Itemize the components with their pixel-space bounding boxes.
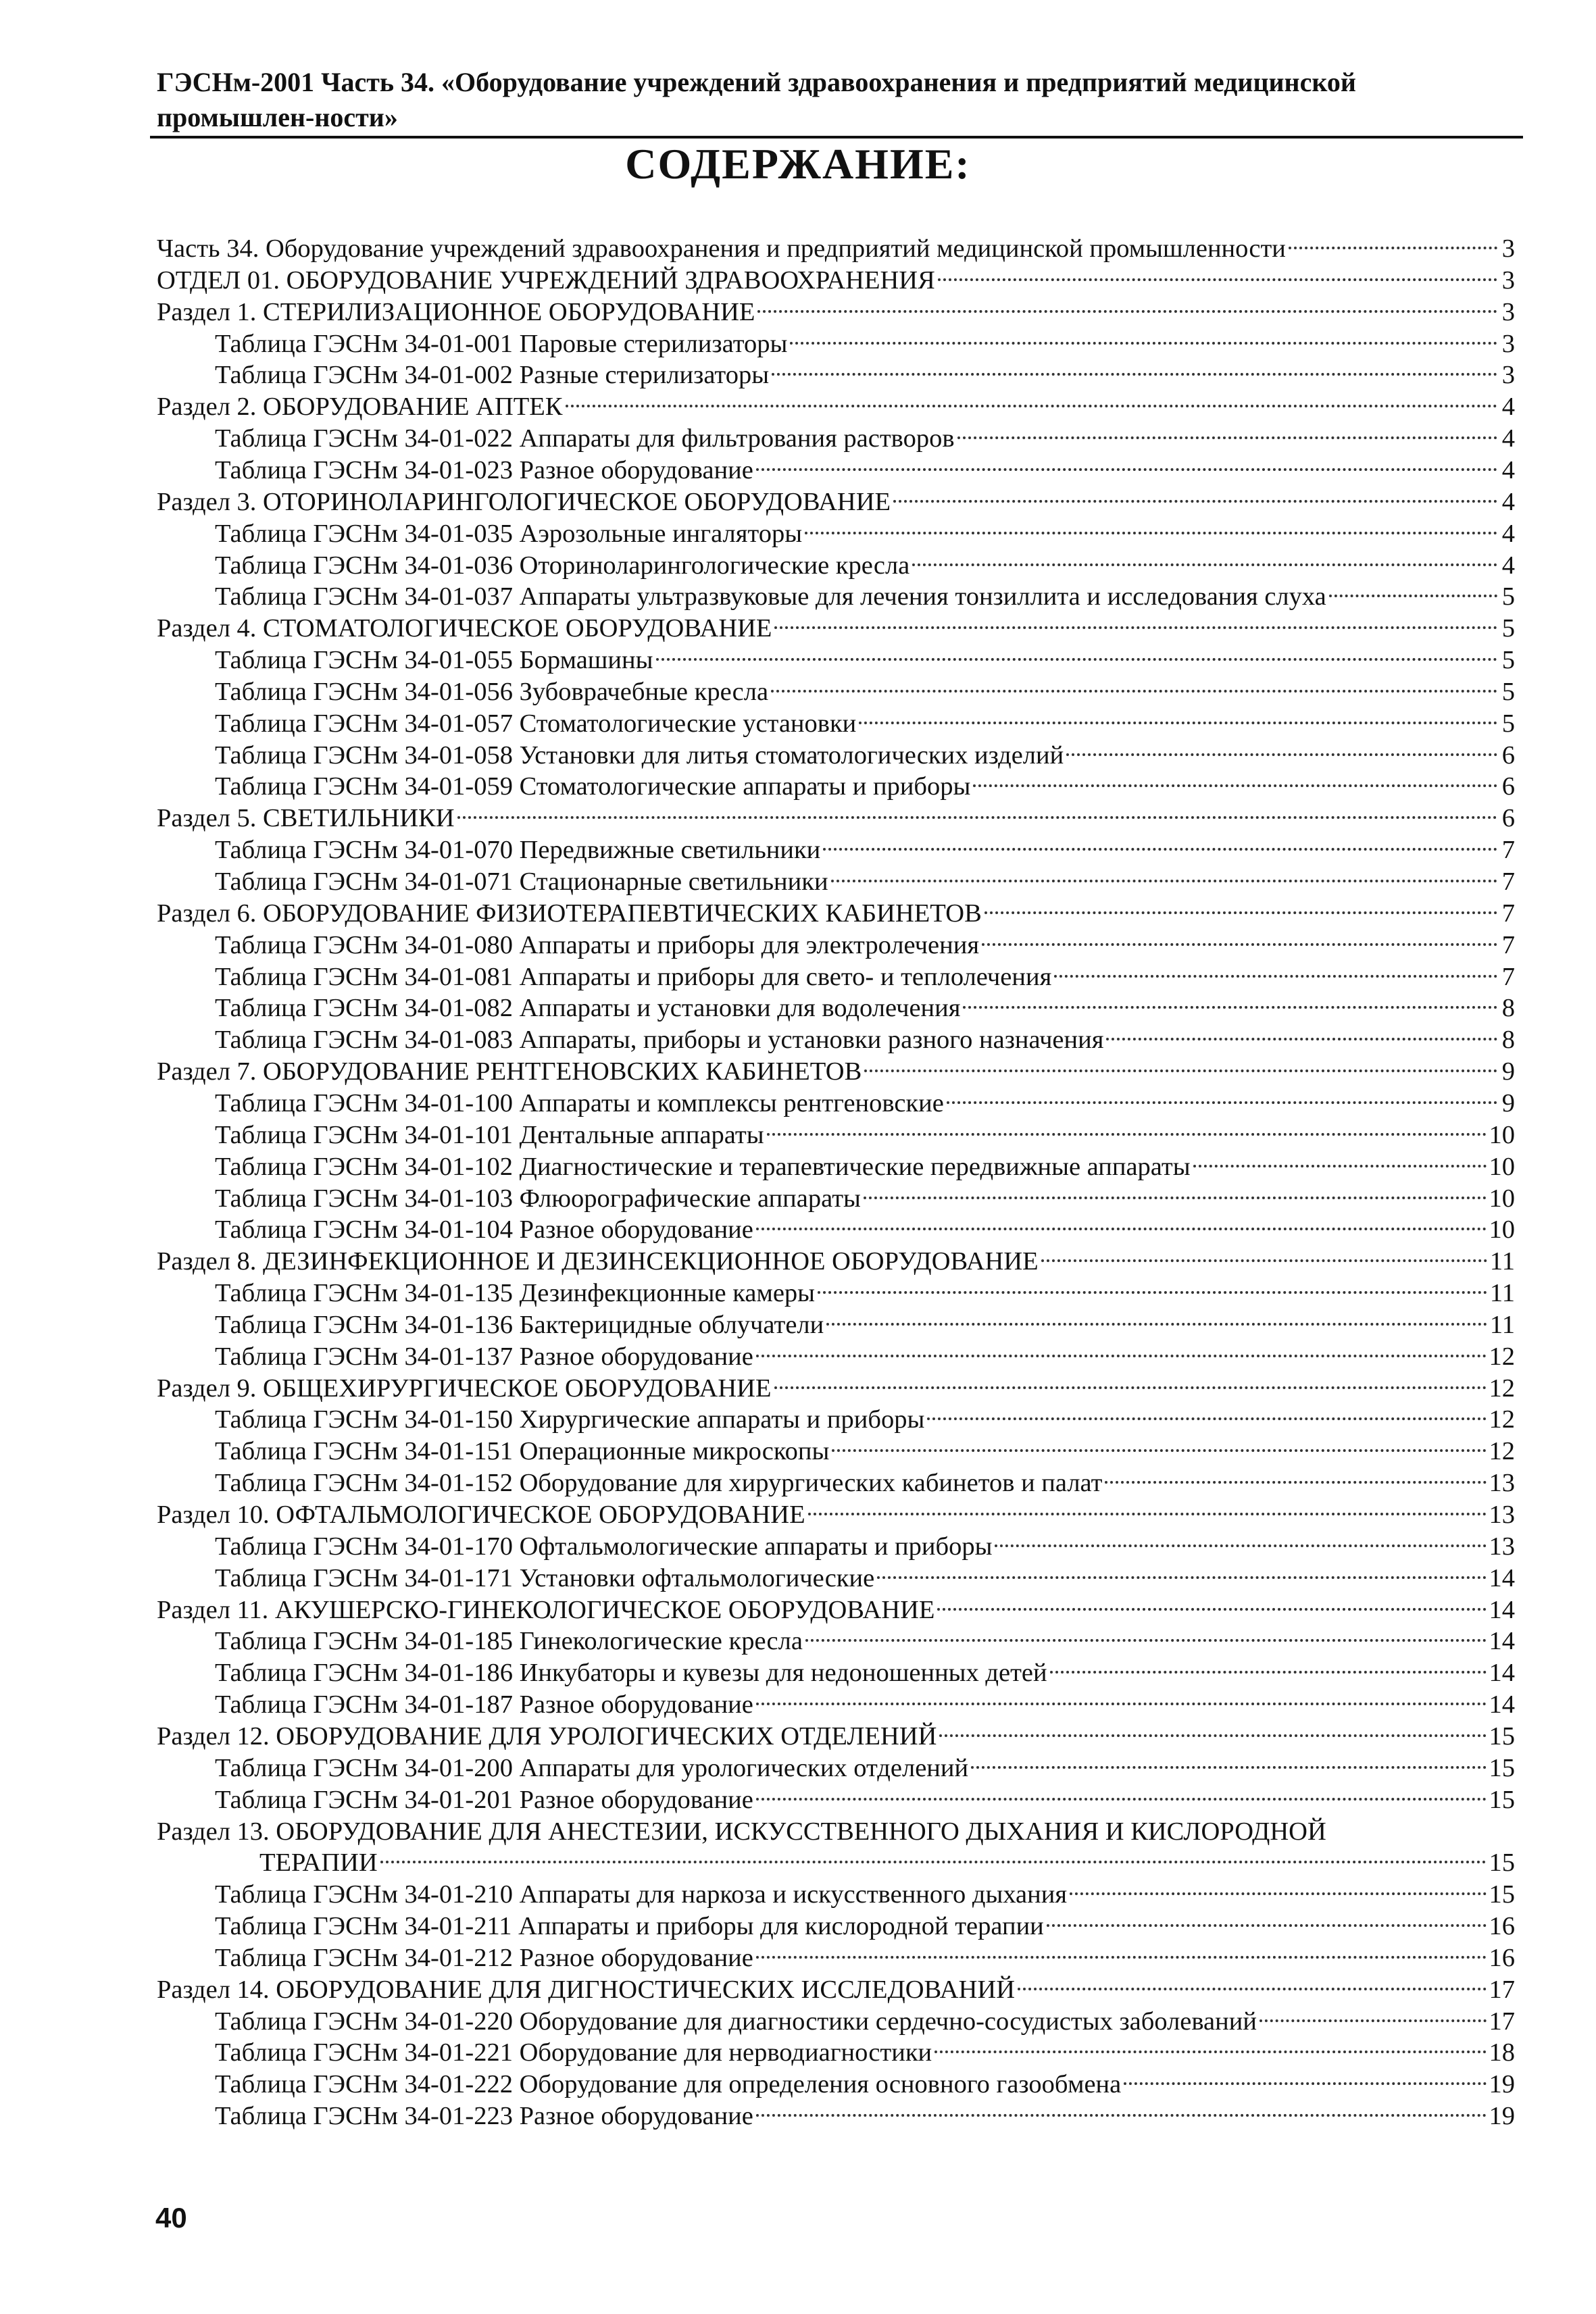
dot-leader [1105, 1459, 1486, 1491]
dot-leader [1106, 1015, 1497, 1048]
dot-leader [380, 1838, 1487, 1871]
toc-section-entry[interactable] [157, 604, 1515, 643]
toc-entry-label: Таблица ГЭСНм 34-01-135 Дезинфекционные камеры [215, 1279, 816, 1308]
toc-entry-label: Таблица ГЭСНм 34-01-212 Разное оборудование [215, 1943, 753, 1972]
dot-leader [947, 1079, 1497, 1111]
toc-entry-page-number: 5 [1501, 646, 1515, 675]
toc-table-entry[interactable] [215, 320, 1515, 358]
dot-leader [893, 478, 1497, 510]
toc-entry-page-number: 7 [1501, 899, 1515, 928]
dot-leader [772, 351, 1497, 383]
toc-table-entry[interactable] [215, 1269, 1515, 1308]
toc-entry-page-number: 10 [1489, 1120, 1515, 1149]
toc-entry-label: Таблица ГЭСНм 34-01-136 Бактерицидные облучатели [215, 1310, 824, 1339]
toc-table-entry[interactable] [215, 1744, 1515, 1782]
dot-leader [1329, 572, 1497, 605]
dot-leader [1070, 1870, 1486, 1903]
toc-entry-page-number: 17 [1489, 1975, 1515, 2004]
dot-leader [756, 1205, 1487, 1238]
toc-entry-label: Таблица ГЭСНм 34-01-101 Дентальные аппараты [215, 1120, 764, 1149]
toc-entry-page-number: 3 [1501, 329, 1515, 358]
toc-entry-label: Раздел 2. ОБОРУДОВАНИЕ АПТЕК [157, 393, 563, 422]
dot-leader [1018, 1965, 1487, 1998]
toc-entry-page-number: 15 [1489, 1721, 1515, 1751]
dot-leader [1329, 1807, 1478, 1840]
dot-leader [877, 1554, 1486, 1586]
dot-leader [808, 1490, 1487, 1523]
toc-entry-label: Таблица ГЭСНм 34-01-223 Разное оборудование [215, 2102, 753, 2131]
dot-leader [818, 1269, 1487, 1301]
dot-leader [656, 636, 1497, 668]
toc-entry-page-number: 3 [1501, 234, 1515, 263]
toc-table-entry[interactable] [215, 572, 1515, 611]
toc-entry-label: Таблица ГЭСНм 34-01-082 Аппараты и установки для водолечения [215, 994, 961, 1023]
toc-table-entry[interactable] [215, 1522, 1515, 1561]
toc-entry-label: Таблица ГЭСНм 34-01-151 Операционные микроскопы [215, 1437, 830, 1466]
toc-entry-label: Таблица ГЭСНм 34-01-100 Аппараты и комплексы рентгеновские [215, 1088, 944, 1117]
toc-entry-page-number: 4 [1501, 487, 1515, 516]
toc-table-entry[interactable] [215, 1934, 1515, 1972]
toc-section-entry[interactable] [157, 1490, 1515, 1529]
dot-leader [756, 2092, 1487, 2124]
toc-entry-label: Раздел 10. ОФТАЛЬМОЛОГИЧЕСКОЕ ОБОРУДОВАНИЕ [157, 1501, 805, 1529]
toc-entry-page-number: 14 [1489, 1659, 1515, 1688]
toc-table-entry[interactable] [215, 762, 1515, 801]
toc-section-entry[interactable] [157, 224, 1515, 263]
toc-table-entry[interactable] [215, 1617, 1515, 1656]
toc-entry-page-number: 5 [1501, 614, 1515, 643]
toc-entry-label: Раздел 6. ОБОРУДОВАНИЕ ФИЗИОТЕРАПЕВТИЧЕСКИХ КАБИНЕТОВ [157, 899, 982, 928]
toc-entry-label: Таблица ГЭСНм 34-01-057 Стоматологические установки [215, 709, 857, 738]
toc-entry-page-number: 12 [1489, 1374, 1515, 1403]
toc-entry-label: Таблица ГЭСНм 34-01-185 Гинекологические кресла [215, 1627, 803, 1656]
toc-table-entry[interactable] [215, 731, 1515, 770]
toc-section-entry[interactable] [157, 256, 1515, 295]
dot-leader [963, 984, 1497, 1016]
toc-table-entry[interactable] [215, 1459, 1515, 1498]
toc-entry-label: Таблица ГЭСНм 34-01-102 Диагностические и терапевтические передвижные аппараты [215, 1152, 1191, 1181]
dot-leader [939, 1712, 1486, 1744]
toc-table-entry[interactable] [215, 1174, 1515, 1213]
toc-table-entry[interactable] [215, 1649, 1515, 1688]
toc-entry-page-number: 5 [1501, 709, 1515, 738]
toc-entry-page-number: 14 [1489, 1563, 1515, 1592]
dot-leader [934, 2028, 1486, 2061]
toc-entry-page-number: 6 [1501, 772, 1515, 801]
toc-entry-page-number: 19 [1489, 2070, 1515, 2099]
toc-entry-label: Таблица ГЭСНм 34-01-221 Оборудование для нерводиагностики [215, 2038, 932, 2067]
toc-entry-page-number: 16 [1489, 1912, 1515, 1941]
dot-leader [805, 1617, 1487, 1649]
toc-entry-label: Таблица ГЭСНм 34-01-022 Аппараты для фильтрования растворов [215, 424, 955, 453]
toc-table-entry[interactable] [215, 1015, 1515, 1055]
toc-entry-page-number: 14 [1489, 1627, 1515, 1656]
dot-leader [774, 1364, 1487, 1397]
toc-entry-label: Раздел 3. ОТОРИНОЛАРИНГОЛОГИЧЕСКОЕ ОБОРУДОВАНИЕ [157, 487, 891, 516]
toc-entry-label: Таблица ГЭСНм 34-01-001 Паровые стерилизаторы [215, 329, 788, 358]
dot-leader [1124, 2060, 1486, 2092]
toc-entry-page-number: 15 [1489, 1785, 1515, 1814]
toc-entry-label: Таблица ГЭСНм 34-01-137 Разное оборудование [215, 1342, 753, 1371]
toc-table-entry[interactable] [215, 1680, 1515, 1719]
toc-entry-page-number: 15 [1489, 1848, 1515, 1878]
running-header: ГЭСНм-2001 Часть 34. «Оборудование учреждений здравоохранения и предприятий медицинской промышлен-ности» [157, 67, 1356, 132]
toc-table-entry[interactable] [215, 699, 1515, 738]
toc-table-entry[interactable] [215, 541, 1515, 580]
toc-entry-page-number: 3 [1501, 266, 1515, 295]
toc-table-entry[interactable] [215, 1997, 1515, 2036]
toc-table-entry[interactable] [215, 636, 1515, 675]
toc-table-entry[interactable] [215, 668, 1515, 706]
toc-section-entry[interactable] [157, 1807, 1481, 1846]
toc-entry-label: Таблица ГЭСНм 34-01-170 Офтальмологические аппараты и приборы [215, 1532, 993, 1561]
dot-leader [938, 256, 1497, 288]
toc-table-entry[interactable] [215, 953, 1515, 991]
toc-entry-page-number: 19 [1489, 2102, 1515, 2131]
dot-leader [1193, 1142, 1487, 1175]
toc-table-entry[interactable] [215, 1776, 1515, 1814]
toc-entry-label: Таблица ГЭСНм 34-01-080 Аппараты и приборы для электролечения [215, 930, 980, 959]
toc-entry-page-number: 4 [1501, 455, 1515, 484]
toc-table-entry[interactable] [215, 1427, 1515, 1466]
toc-entry-page-number: 14 [1489, 1595, 1515, 1624]
toc-table-entry[interactable] [215, 414, 1515, 453]
toc-table-entry[interactable] [215, 1205, 1515, 1244]
toc-table-entry[interactable] [215, 446, 1515, 484]
toc-table-entry[interactable] [215, 1332, 1515, 1371]
toc-entry-page-number: 6 [1501, 804, 1515, 833]
toc-table-entry[interactable] [215, 2060, 1515, 2099]
toc-entry-page-number: 10 [1489, 1152, 1515, 1181]
toc-entry-label: Таблица ГЭСНм 34-01-210 Аппараты для наркоза и искусственного дыхания [215, 1880, 1068, 1909]
dot-leader [864, 1047, 1497, 1080]
dot-leader [1066, 731, 1497, 763]
toc-entry-label: Раздел 5. СВЕТИЛЬНИКИ [157, 804, 455, 833]
dot-leader [1289, 224, 1497, 257]
toc-entry-label: Таблица ГЭСНм 34-01-187 Разное оборудование [215, 1690, 753, 1719]
dot-leader [767, 1111, 1487, 1143]
toc-entry-page-number: 4 [1501, 519, 1515, 548]
toc-section-entry[interactable] [157, 1586, 1515, 1624]
toc-entry-page-number: 13 [1489, 1532, 1515, 1561]
dot-leader [859, 699, 1497, 732]
toc-table-entry[interactable] [215, 826, 1515, 865]
toc-entry-page-number: 4 [1501, 424, 1515, 453]
toc-entry-page-number: 16 [1489, 1943, 1515, 1972]
toc-entry-page-number: 5 [1501, 582, 1515, 611]
dot-leader [831, 857, 1497, 890]
dot-leader [756, 1332, 1487, 1365]
toc-entry-label: Таблица ГЭСНм 34-01-056 Зубоврачебные кресла [215, 677, 769, 706]
toc-entry-page-number: 3 [1501, 297, 1515, 326]
toc-entry-label: Часть 34. Оборудование учреждений здравоохранения и предприятий медицинской промышленности [157, 234, 1286, 263]
toc-entry-page-number: 10 [1489, 1215, 1515, 1244]
toc-entry-label: Таблица ГЭСНм 34-01-152 Оборудование для хирургических кабинетов и палат [215, 1469, 1103, 1498]
dot-leader [832, 1427, 1486, 1459]
toc-entry-label: Раздел 1. СТЕРИЛИЗАЦИОННОЕ ОБОРУДОВАНИЕ [157, 297, 755, 326]
toc-table-entry[interactable] [215, 1554, 1515, 1592]
toc-entry-label: Таблица ГЭСНм 34-01-150 Хирургические аппараты и приборы [215, 1405, 925, 1434]
toc-entry-label: Раздел 14. ОБОРУДОВАНИЕ ДЛЯ ДИГНОСТИЧЕСКИХ ИССЛЕДОВАНИЙ [157, 1975, 1015, 2004]
toc-entry-page-number: 5 [1501, 677, 1515, 706]
toc-entry-label: Таблица ГЭСНм 34-01-200 Аппараты для урологических отделений [215, 1753, 969, 1782]
toc-entry-label: Таблица ГЭСНм 34-01-083 Аппараты, приборы и установки разного назначения [215, 1026, 1104, 1055]
toc-entry-page-number: 13 [1489, 1469, 1515, 1498]
toc-table-entry[interactable] [215, 1395, 1515, 1434]
toc-entry-page-number: 12 [1489, 1405, 1515, 1434]
toc-entry-page-number: 13 [1489, 1501, 1515, 1529]
toc-table-entry[interactable] [215, 351, 1515, 390]
toc-entry-label: Таблица ГЭСНм 34-01-081 Аппараты и приборы для свето- и теплолечения [215, 962, 1052, 991]
toc-entry-page-number: 7 [1501, 930, 1515, 959]
toc-entry-page-number: 7 [1501, 836, 1515, 865]
dot-leader [826, 1301, 1487, 1333]
toc-table-entry[interactable] [215, 509, 1515, 548]
toc-entry-page-number: 10 [1489, 1184, 1515, 1213]
toc-entry-label: Раздел 13. ОБОРУДОВАНИЕ ДЛЯ АНЕСТЕЗИИ, ИСКУССТВЕННОГО ДЫХАНИЯ И КИСЛОРОДНОЙ [157, 1817, 1326, 1846]
toc-entry-page-number: 9 [1501, 1057, 1515, 1086]
toc-entry-label: Раздел 9. ОБЩЕХИРУРГИЧЕСКОЕ ОБОРУДОВАНИЕ [157, 1374, 772, 1403]
dot-leader [912, 541, 1497, 574]
toc-entry-label: Таблица ГЭСНм 34-01-036 Оториноларингологические кресла [215, 551, 910, 580]
toc-entry-label: Таблица ГЭСНм 34-01-023 Разное оборудование [215, 455, 753, 484]
toc-table-entry[interactable] [215, 984, 1515, 1023]
page-number: 40 [155, 2202, 187, 2234]
dot-leader [1260, 1997, 1487, 2030]
page-title: СОДЕРЖАНИЕ: [625, 140, 971, 188]
dot-leader [1041, 1237, 1487, 1269]
toc-table-entry[interactable] [215, 2092, 1515, 2131]
toc-entry-page-number: 17 [1489, 2007, 1515, 2036]
toc-table-entry[interactable] [215, 1870, 1515, 1909]
dot-leader [937, 1586, 1486, 1618]
toc-entry-page-number: 11 [1489, 1279, 1515, 1308]
toc-entry-page-number: 7 [1501, 867, 1515, 896]
toc-entry-page-number: 18 [1489, 2038, 1515, 2067]
toc-entry-label: Таблица ГЭСНм 34-01-201 Разное оборудование [215, 1785, 753, 1814]
dot-leader [756, 1776, 1487, 1808]
toc-section-entry[interactable] [157, 382, 1515, 422]
toc-table-entry[interactable] [215, 1079, 1515, 1117]
toc-entry-label: Таблица ГЭСНм 34-01-070 Передвижные светильники [215, 836, 821, 865]
dot-leader [973, 762, 1497, 795]
toc-entry-page-number: 8 [1501, 1026, 1515, 1055]
toc-section-entry[interactable] [157, 478, 1515, 516]
dot-leader [790, 320, 1497, 352]
dot-leader [982, 921, 1497, 953]
toc-entry-page-number: 15 [1489, 1880, 1515, 1909]
dot-leader [984, 889, 1497, 922]
toc-table-entry[interactable] [215, 857, 1515, 896]
dot-leader [774, 604, 1497, 636]
toc-section-entry[interactable] [157, 1712, 1515, 1751]
toc-entry-page-number: 8 [1501, 994, 1515, 1023]
toc-entry-page-number: 4 [1501, 551, 1515, 580]
dot-leader [1050, 1649, 1487, 1681]
toc-entry-label: ТЕРАПИИ [259, 1848, 378, 1878]
toc-entry-page-number: 14 [1489, 1690, 1515, 1719]
toc-entry-page-number: 7 [1501, 962, 1515, 991]
toc-section-entry[interactable] [157, 889, 1515, 928]
dot-leader [995, 1522, 1486, 1555]
toc-section-entry[interactable] [157, 1047, 1515, 1086]
dot-leader [457, 794, 1497, 826]
toc-entry-page-number: 15 [1489, 1753, 1515, 1782]
toc-entry-label: ОТДЕЛ 01. ОБОРУДОВАНИЕ УЧРЕЖДЕНИЙ ЗДРАВООХРАНЕНИЯ [157, 266, 935, 295]
toc-entry-label: Раздел 12. ОБОРУДОВАНИЕ ДЛЯ УРОЛОГИЧЕСКИХ ОТДЕЛЕНИЙ [157, 1721, 937, 1751]
dot-leader [957, 414, 1497, 447]
toc-entry-label: Таблица ГЭСНм 34-01-002 Разные стерилизаторы [215, 361, 770, 390]
toc-entry-label: Таблица ГЭСНм 34-01-059 Стоматологические аппараты и приборы [215, 772, 971, 801]
dot-leader [1054, 953, 1497, 985]
dot-leader [771, 668, 1497, 700]
toc-table-entry[interactable] [215, 1301, 1515, 1339]
dot-leader [566, 382, 1498, 415]
toc-entry-page-number: 6 [1501, 740, 1515, 770]
toc-entry-label: Таблица ГЭСНм 34-01-103 Флюорографические аппараты [215, 1184, 861, 1213]
toc-entry-label: Таблица ГЭСНм 34-01-211 Аппараты и приборы для кислородной терапии [215, 1912, 1044, 1941]
toc-table-entry[interactable] [215, 1902, 1515, 1941]
dot-leader [805, 509, 1497, 542]
toc-entry-label: Раздел 4. СТОМАТОЛОГИЧЕСКОЕ ОБОРУДОВАНИЕ [157, 614, 772, 643]
toc-section-entry[interactable] [259, 1838, 1515, 1878]
toc-entry-label: Таблица ГЭСНм 34-01-171 Установки офтальмологические [215, 1563, 875, 1592]
toc-entry-page-number: 9 [1501, 1088, 1515, 1117]
toc-entry-label: Раздел 7. ОБОРУДОВАНИЕ РЕНТГЕНОВСКИХ КАБИНЕТОВ [157, 1057, 862, 1086]
toc-entry-label: Таблица ГЭСНм 34-01-222 Оборудование для определения основного газообмена [215, 2070, 1122, 2099]
dot-leader [1047, 1902, 1487, 1934]
toc-table-entry[interactable] [215, 1142, 1515, 1181]
toc-entry-label: Таблица ГЭСНм 34-01-037 Аппараты ультразвуковые для лечения тонзиллита и исследования слуха [215, 582, 1326, 611]
toc-table-entry[interactable] [215, 921, 1515, 959]
toc-entry-label: Таблица ГЭСНм 34-01-035 Аэрозольные ингаляторы [215, 519, 803, 548]
toc-entry-label: Таблица ГЭСНм 34-01-058 Установки для литья стоматологических изделий [215, 740, 1064, 770]
toc-section-entry[interactable] [157, 288, 1515, 326]
toc-entry-label: Таблица ГЭСНм 34-01-220 Оборудование для диагностики сердечно-сосудистых заболеваний [215, 2007, 1257, 2036]
dot-leader [971, 1744, 1486, 1776]
toc-entry-page-number: 3 [1501, 361, 1515, 390]
toc-section-entry[interactable] [157, 1237, 1515, 1276]
toc-section-entry[interactable] [157, 794, 1515, 833]
toc-entry-page-number: 12 [1489, 1437, 1515, 1466]
toc-entry-page-number: 12 [1489, 1342, 1515, 1371]
dot-leader [864, 1174, 1487, 1207]
toc-entry-label: Раздел 8. ДЕЗИНФЕКЦИОННОЕ И ДЕЗИНСЕКЦИОННОЕ ОБОРУДОВАНИЕ [157, 1247, 1039, 1276]
toc-section-entry[interactable] [157, 1364, 1515, 1403]
toc-entry-label: Таблица ГЭСНм 34-01-186 Инкубаторы и кувезы для недоношенных детей [215, 1659, 1047, 1688]
toc-section-entry[interactable] [157, 1965, 1515, 2004]
dot-leader [757, 288, 1497, 320]
dot-leader [756, 446, 1497, 478]
toc-entry-label: Раздел 11. АКУШЕРСКО-ГИНЕКОЛОГИЧЕСКОЕ ОБОРУДОВАНИЕ [157, 1595, 935, 1624]
toc-entry-page-number: 11 [1489, 1310, 1515, 1339]
toc-entry-label: Таблица ГЭСНм 34-01-071 Стационарные светильники [215, 867, 828, 896]
dot-leader [756, 1934, 1487, 1966]
toc-entry-label: Таблица ГЭСНм 34-01-055 Бормашины [215, 646, 653, 675]
toc-table-entry[interactable] [215, 2028, 1515, 2067]
toc-entry-page-number: 11 [1489, 1247, 1515, 1276]
toc-table-entry[interactable] [215, 1111, 1515, 1149]
dot-leader [927, 1395, 1486, 1428]
toc-entry-page-number: 4 [1501, 393, 1515, 422]
toc-entry-label: Таблица ГЭСНм 34-01-104 Разное оборудование [215, 1215, 753, 1244]
dot-leader [756, 1680, 1487, 1713]
dot-leader [823, 826, 1497, 858]
